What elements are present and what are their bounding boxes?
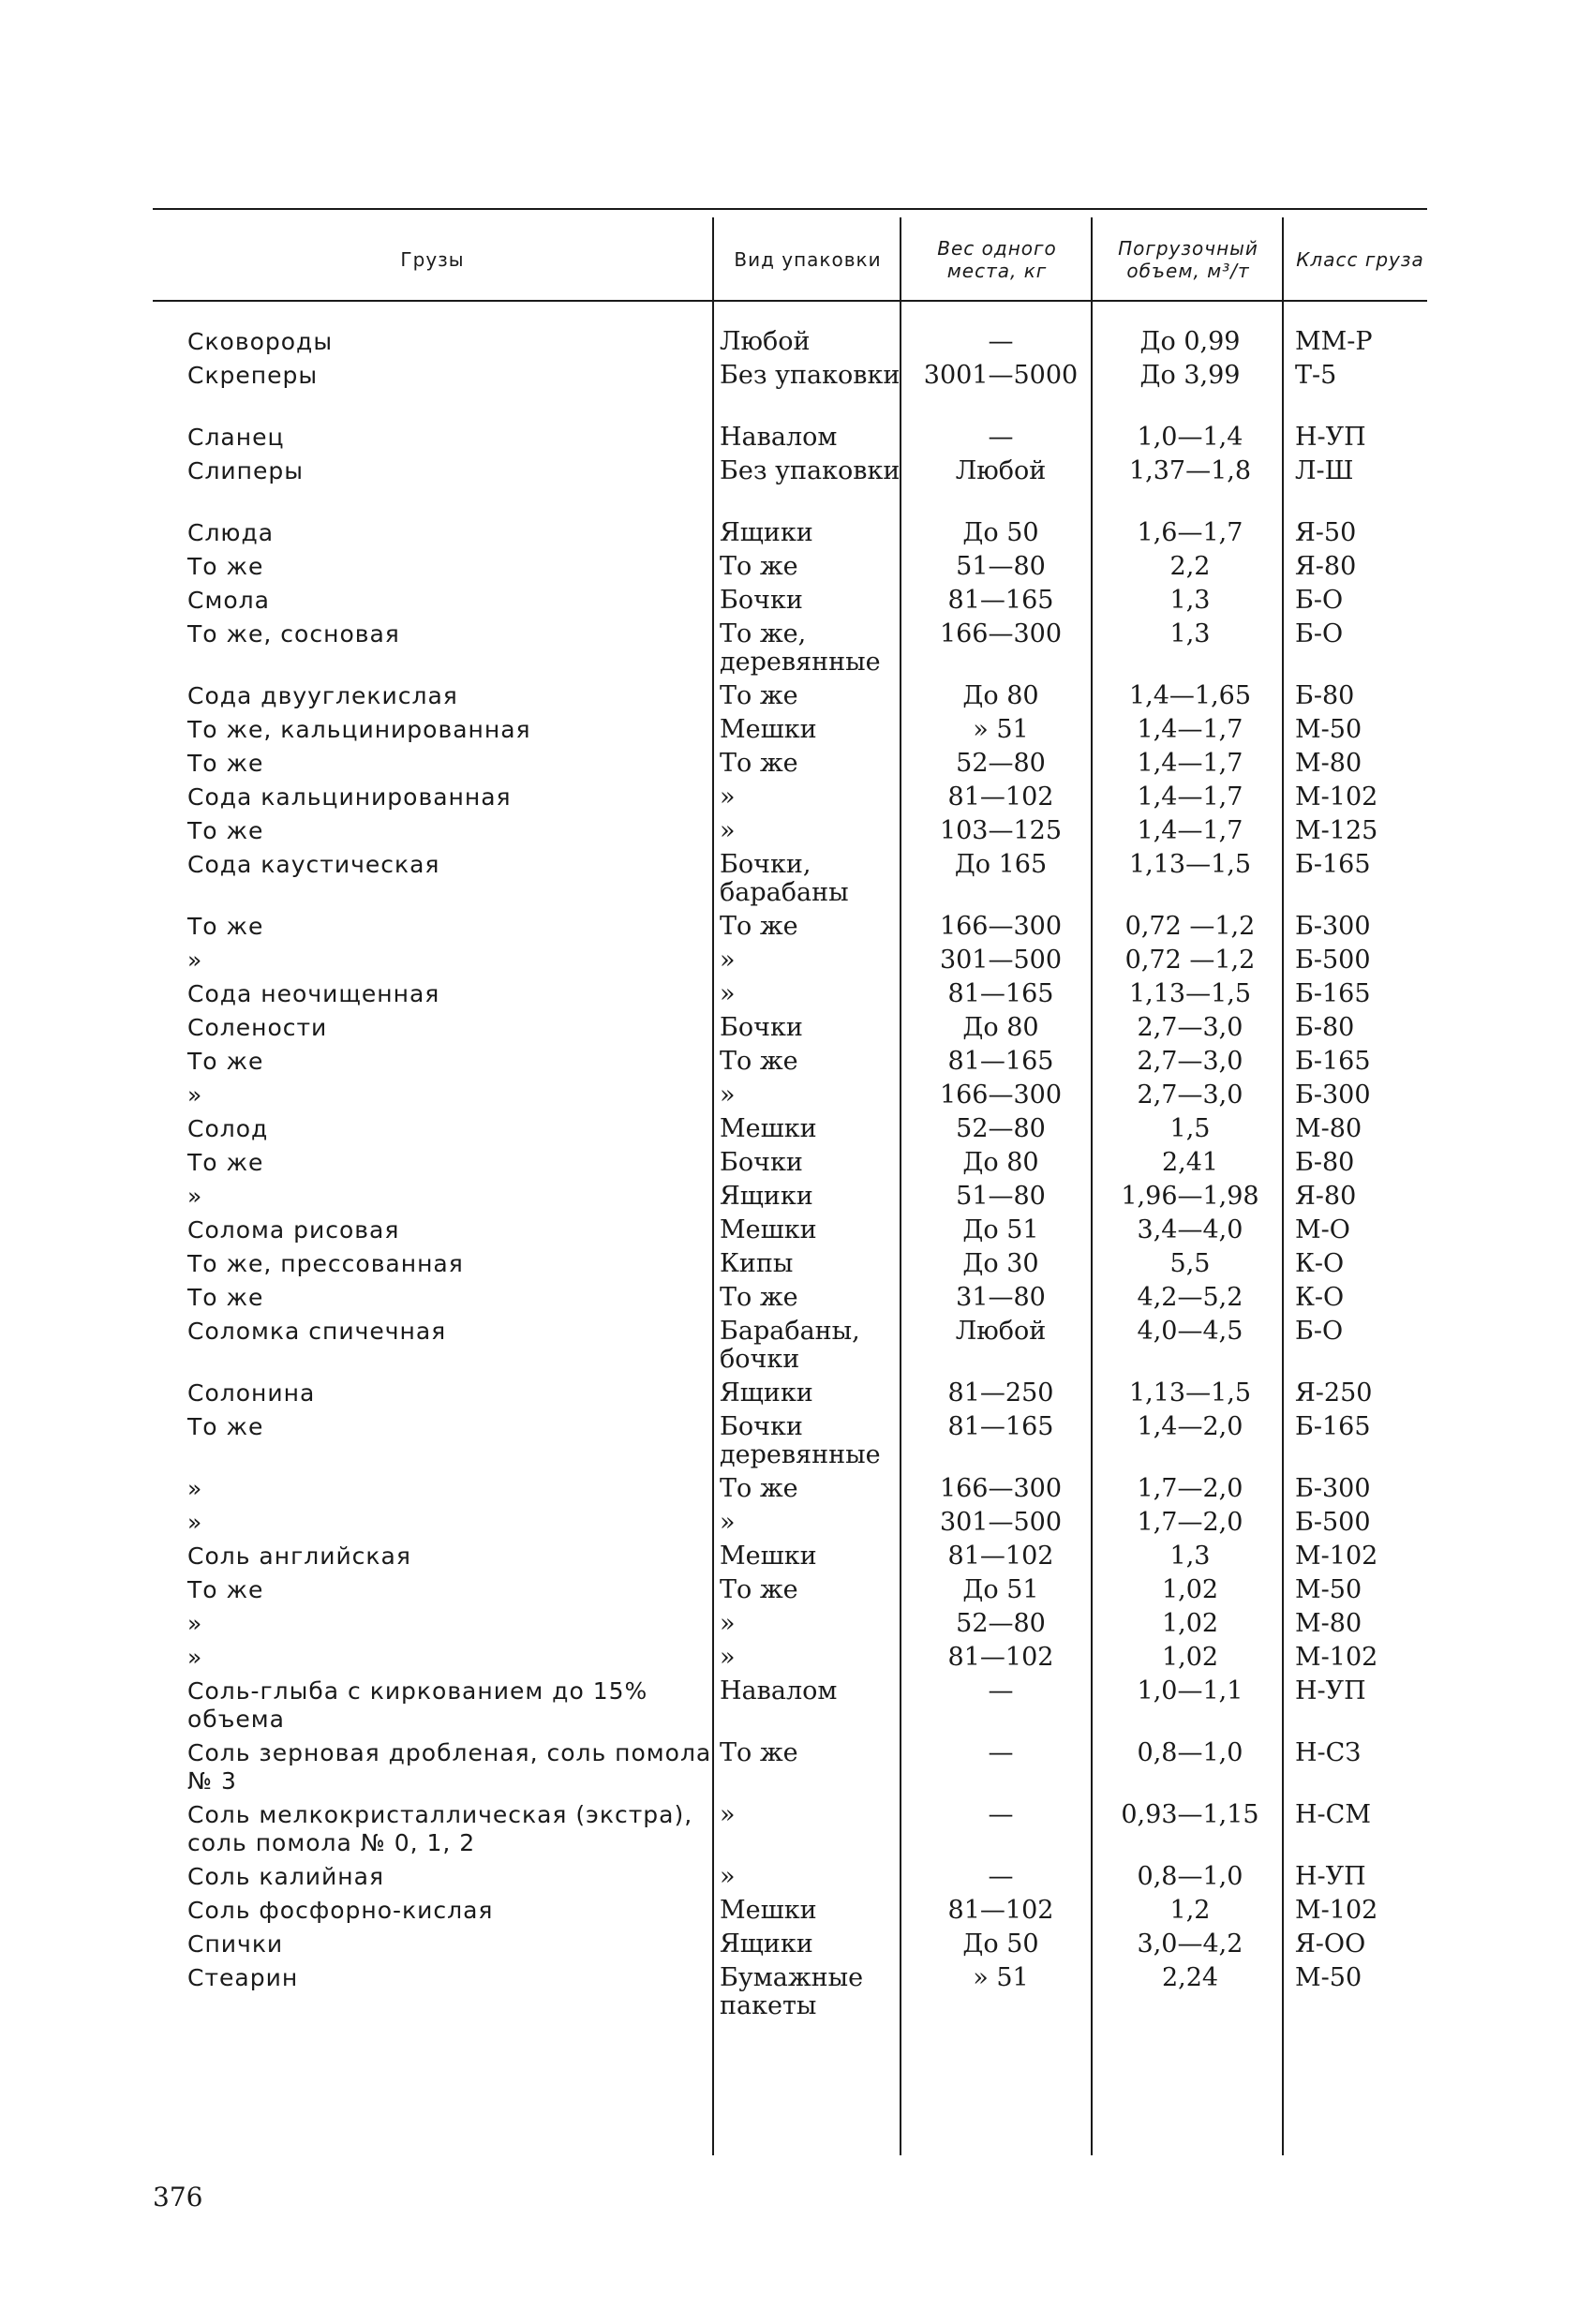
cargo-name: Соль-глыба с киркованием до 15% объема bbox=[187, 1677, 648, 1733]
packaging: Ящики bbox=[720, 1182, 813, 1211]
packaging: Навалом bbox=[720, 423, 838, 452]
volume: 1,5 bbox=[1169, 1114, 1211, 1143]
packaging: » bbox=[720, 1862, 736, 1891]
packaging: То же bbox=[720, 1283, 798, 1312]
packaging: Без упаковки bbox=[720, 361, 901, 390]
packaging: » bbox=[720, 1609, 736, 1638]
volume: 4,0—4,5 bbox=[1137, 1317, 1243, 1346]
cargo-name: Сковороды bbox=[187, 328, 334, 355]
packaging: Ящики bbox=[720, 1378, 813, 1408]
cargo-name: То же bbox=[187, 553, 264, 580]
weight: — bbox=[988, 423, 1014, 452]
cargo-name: » bbox=[187, 1509, 203, 1536]
packaging: Мешки bbox=[720, 1542, 817, 1571]
cargo-name: Сода каустическая bbox=[187, 851, 440, 878]
packaging: » bbox=[720, 816, 736, 845]
cargo-class: Б-500 bbox=[1295, 946, 1371, 975]
cargo-name: То же bbox=[187, 1413, 264, 1440]
cargo-name: » bbox=[187, 1081, 203, 1109]
volume: 1,13—1,5 bbox=[1128, 850, 1252, 879]
cargo-name: То же, сосновая bbox=[187, 620, 400, 648]
cargo-name: То же, кальцинированная bbox=[187, 716, 531, 743]
packaging: » bbox=[720, 1643, 736, 1672]
weight: 166—300 bbox=[939, 619, 1063, 648]
cargo-class: М-80 bbox=[1295, 749, 1362, 778]
cargo-name: То же bbox=[187, 913, 264, 940]
cargo-class: Б-О bbox=[1295, 586, 1344, 615]
volume: 1,4—1,7 bbox=[1137, 816, 1243, 845]
volume: 1,4—1,65 bbox=[1128, 681, 1252, 710]
cargo-class: ММ-Р bbox=[1295, 327, 1373, 356]
cargo-name: То же, прессованная bbox=[187, 1250, 464, 1277]
weight: 52—80 bbox=[956, 1609, 1046, 1638]
cargo-class: Я-50 bbox=[1295, 518, 1357, 547]
volume: 1,4—1,7 bbox=[1137, 749, 1243, 778]
weight: До 50 bbox=[962, 1929, 1039, 1959]
volume: 1,02 bbox=[1161, 1643, 1219, 1672]
cargo-name: Сланец bbox=[187, 424, 285, 451]
packaging: То же bbox=[720, 681, 798, 710]
cargo-class: М-102 bbox=[1295, 782, 1378, 812]
volume: 3,4—4,0 bbox=[1137, 1215, 1243, 1244]
weight: 81—102 bbox=[947, 1643, 1054, 1672]
weight: До 51 bbox=[962, 1215, 1039, 1244]
packaging: Бочки bbox=[720, 1013, 803, 1042]
weight: 51—80 bbox=[956, 1182, 1046, 1211]
volume: 1,3 bbox=[1169, 1542, 1211, 1571]
volume: 1,3 bbox=[1169, 586, 1211, 615]
volume: 1,7—2,0 bbox=[1137, 1474, 1243, 1503]
volume: 3,0—4,2 bbox=[1137, 1929, 1243, 1959]
volume: 2,7—3,0 bbox=[1137, 1080, 1243, 1110]
cargo-name: » bbox=[187, 1644, 203, 1671]
cargo-name: Соль мелкокристаллическая (экстра), соль помола № 0, 1, 2 bbox=[187, 1801, 693, 1856]
volume: 1,4—1,7 bbox=[1137, 782, 1243, 812]
packaging: То же, деревянные bbox=[720, 619, 881, 677]
cargo-class: К-О bbox=[1295, 1249, 1345, 1278]
cargo-name: Скреперы bbox=[187, 362, 319, 389]
cargo-name: » bbox=[187, 946, 203, 974]
cargo-name: Солонина bbox=[187, 1379, 316, 1407]
weight: » 51 bbox=[973, 715, 1029, 744]
cargo-class: Н-УП bbox=[1295, 1862, 1366, 1891]
volume: 5,5 bbox=[1169, 1249, 1211, 1278]
weight: — bbox=[988, 1862, 1014, 1891]
cargo-class: Н-УП bbox=[1295, 423, 1366, 452]
volume: 2,2 bbox=[1169, 552, 1211, 581]
cargo-name: То же bbox=[187, 1576, 264, 1603]
weight: — bbox=[988, 1800, 1014, 1829]
volume: До 3,99 bbox=[1139, 361, 1241, 390]
cargo-class: М-125 bbox=[1295, 816, 1378, 845]
packaging: » bbox=[720, 1080, 736, 1110]
volume: 2,24 bbox=[1161, 1963, 1219, 1992]
cargo-name: Слюда bbox=[187, 519, 275, 546]
volume: 1,02 bbox=[1161, 1575, 1219, 1604]
volume: 1,3 bbox=[1169, 619, 1211, 648]
weight: 52—80 bbox=[956, 1114, 1046, 1143]
packaging: То же bbox=[720, 912, 798, 941]
packaging: » bbox=[720, 1800, 736, 1829]
volume: 0,8—1,0 bbox=[1137, 1738, 1243, 1767]
weight: — bbox=[988, 1676, 1014, 1706]
weight: До 30 bbox=[962, 1249, 1039, 1278]
cargo-name: Слиперы bbox=[187, 457, 305, 484]
cargo-name: То же bbox=[187, 1284, 264, 1311]
header-volume: Погрузочный объем, м³/т bbox=[1118, 237, 1258, 282]
weight: » 51 bbox=[973, 1963, 1029, 1992]
weight: — bbox=[988, 1738, 1014, 1767]
cargo-class: Б-80 bbox=[1295, 681, 1355, 710]
volume: 0,8—1,0 bbox=[1137, 1862, 1243, 1891]
cargo-name: » bbox=[187, 1475, 203, 1502]
cargo-class: Б-300 bbox=[1295, 1474, 1371, 1503]
weight: До 50 bbox=[962, 518, 1039, 547]
page-number: 376 bbox=[153, 2182, 203, 2212]
cargo-name: Соль зерновая дробленая, соль помола № 3 bbox=[187, 1739, 712, 1795]
cargo-name: То же bbox=[187, 1048, 264, 1075]
weight: До 51 bbox=[962, 1575, 1039, 1604]
weight: 81—250 bbox=[947, 1378, 1054, 1408]
cargo-name: То же bbox=[187, 750, 264, 777]
weight: 166—300 bbox=[939, 1474, 1063, 1503]
weight: 52—80 bbox=[956, 749, 1046, 778]
volume: 1,0—1,1 bbox=[1137, 1676, 1243, 1706]
weight: 103—125 bbox=[939, 816, 1063, 845]
cargo-class: Б-О bbox=[1295, 1317, 1344, 1346]
packaging: » bbox=[720, 1508, 736, 1537]
header-class: Класс груза bbox=[1296, 248, 1424, 271]
weight: До 165 bbox=[954, 850, 1048, 879]
volume: До 0,99 bbox=[1139, 327, 1241, 356]
packaging: Мешки bbox=[720, 1896, 817, 1925]
header-weight: Вес одного места, кг bbox=[937, 237, 1057, 282]
cargo-name: Сода кальцинированная bbox=[187, 783, 512, 811]
weight: 301—500 bbox=[939, 946, 1063, 975]
volume: 1,37—1,8 bbox=[1128, 456, 1252, 485]
cargo-class: М-50 bbox=[1295, 1575, 1362, 1604]
weight: 166—300 bbox=[939, 1080, 1063, 1110]
cargo-class: Б-165 bbox=[1295, 1412, 1371, 1441]
cargo-class: Н-УП bbox=[1295, 1676, 1366, 1706]
cargo-name: Сода двууглекислая bbox=[187, 682, 458, 709]
packaging: То же bbox=[720, 1474, 798, 1503]
cargo-class: М-102 bbox=[1295, 1643, 1378, 1672]
packaging: Мешки bbox=[720, 1215, 817, 1244]
weight: 81—102 bbox=[947, 1542, 1054, 1571]
cargo-class: М-102 bbox=[1295, 1542, 1378, 1571]
weight: 81—165 bbox=[947, 586, 1054, 615]
volume: 1,96—1,98 bbox=[1121, 1182, 1259, 1211]
cargo-class: Н-СМ bbox=[1295, 1800, 1371, 1829]
volume: 1,13—1,5 bbox=[1128, 979, 1252, 1008]
packaging: Бочки bbox=[720, 586, 803, 615]
cargo-name: Солености bbox=[187, 1014, 328, 1041]
volume: 1,13—1,5 bbox=[1128, 1378, 1252, 1408]
volume: 2,7—3,0 bbox=[1137, 1047, 1243, 1076]
cargo-class: Н-СЗ bbox=[1295, 1738, 1362, 1767]
weight: 81—165 bbox=[947, 979, 1054, 1008]
cargo-name: Соль калийная bbox=[187, 1863, 385, 1890]
packaging: Бочки bbox=[720, 1148, 803, 1177]
cargo-class: Я-250 bbox=[1295, 1378, 1373, 1408]
cargo-name: Солод bbox=[187, 1115, 269, 1142]
header-packaging: Вид упаковки bbox=[734, 248, 882, 271]
weight: 81—102 bbox=[947, 1896, 1054, 1925]
cargo-class: М-102 bbox=[1295, 1896, 1378, 1925]
weight: 31—80 bbox=[956, 1283, 1046, 1312]
packaging: Бочки деревянные bbox=[720, 1412, 881, 1469]
packaging: » bbox=[720, 946, 736, 975]
packaging: Ящики bbox=[720, 518, 813, 547]
volume: 0,93—1,15 bbox=[1121, 1800, 1259, 1829]
cargo-name: Смола bbox=[187, 587, 270, 614]
cargo-class: Б-О bbox=[1295, 619, 1344, 648]
packaging: Бочки, барабаны bbox=[720, 850, 849, 907]
packaging: Мешки bbox=[720, 1114, 817, 1143]
cargo-class: Я-80 bbox=[1295, 1182, 1357, 1211]
cargo-name: Соль английская bbox=[187, 1542, 411, 1570]
volume: 1,7—2,0 bbox=[1137, 1508, 1243, 1537]
cargo-name: Спички bbox=[187, 1930, 284, 1958]
packaging: То же bbox=[720, 1575, 798, 1604]
cargo-name: » bbox=[187, 1183, 203, 1210]
packaging: Мешки bbox=[720, 715, 817, 744]
weight: 3001—5000 bbox=[923, 361, 1079, 390]
weight: 166—300 bbox=[939, 912, 1063, 941]
volume: 1,4—2,0 bbox=[1137, 1412, 1243, 1441]
weight: 81—165 bbox=[947, 1412, 1054, 1441]
cargo-name: Соломка спичечная bbox=[187, 1318, 447, 1345]
cargo-class: М-50 bbox=[1295, 715, 1362, 744]
weight: Любой bbox=[955, 456, 1047, 485]
packaging: Барабаны, бочки bbox=[720, 1317, 860, 1374]
packaging: Бумажные пакеты bbox=[720, 1963, 864, 2020]
weight: 81—102 bbox=[947, 782, 1054, 812]
cargo-class: Б-300 bbox=[1295, 912, 1371, 941]
cargo-class: Б-80 bbox=[1295, 1013, 1355, 1042]
cargo-class: М-80 bbox=[1295, 1114, 1362, 1143]
weight: 81—165 bbox=[947, 1047, 1054, 1076]
header-cargo: Грузы bbox=[400, 248, 465, 271]
volume: 1,0—1,4 bbox=[1137, 423, 1243, 452]
weight: 301—500 bbox=[939, 1508, 1063, 1537]
cargo-name: Стеарин bbox=[187, 1964, 299, 1991]
weight: 51—80 bbox=[956, 552, 1046, 581]
volume: 4,2—5,2 bbox=[1137, 1283, 1243, 1312]
volume: 2,41 bbox=[1161, 1148, 1219, 1177]
cargo-class: Б-165 bbox=[1295, 1047, 1371, 1076]
volume: 1,02 bbox=[1161, 1609, 1219, 1638]
weight: До 80 bbox=[962, 1148, 1039, 1177]
cargo-class: Б-500 bbox=[1295, 1508, 1371, 1537]
volume: 0,72 —1,2 bbox=[1124, 912, 1256, 941]
packaging: Без упаковки bbox=[720, 456, 901, 485]
cargo-name: Солома рисовая bbox=[187, 1216, 400, 1244]
packaging: То же bbox=[720, 1047, 798, 1076]
cargo-class: Я-ОО bbox=[1295, 1929, 1366, 1959]
packaging: » bbox=[720, 979, 736, 1008]
cargo-class: Л-Ш bbox=[1295, 456, 1354, 485]
cargo-class: Б-165 bbox=[1295, 979, 1371, 1008]
cargo-class: К-О bbox=[1295, 1283, 1345, 1312]
cargo-class: Я-80 bbox=[1295, 552, 1357, 581]
cargo-class: Т-5 bbox=[1295, 361, 1337, 390]
packaging: Навалом bbox=[720, 1676, 838, 1706]
weight: Любой bbox=[955, 1317, 1047, 1346]
packaging: » bbox=[720, 782, 736, 812]
weight: — bbox=[988, 327, 1014, 356]
packaging: Ящики bbox=[720, 1929, 813, 1959]
cargo-name: » bbox=[187, 1610, 203, 1637]
cargo-name: Соль фосфорно-кислая bbox=[187, 1897, 494, 1924]
cargo-class: Б-300 bbox=[1295, 1080, 1371, 1110]
cargo-class: М-О bbox=[1295, 1215, 1350, 1244]
cargo-class: Б-165 bbox=[1295, 850, 1371, 879]
volume: 1,6—1,7 bbox=[1137, 518, 1243, 547]
weight: До 80 bbox=[962, 681, 1039, 710]
cargo-name: То же bbox=[187, 817, 264, 844]
volume: 2,7—3,0 bbox=[1137, 1013, 1243, 1042]
cargo-name: То же bbox=[187, 1149, 264, 1176]
volume: 1,4—1,7 bbox=[1137, 715, 1243, 744]
packaging: То же bbox=[720, 1738, 798, 1767]
weight: До 80 bbox=[962, 1013, 1039, 1042]
cargo-class: М-50 bbox=[1295, 1963, 1362, 1992]
cargo-name: Сода неочищенная bbox=[187, 980, 440, 1007]
volume: 0,72 —1,2 bbox=[1124, 946, 1256, 975]
packaging: Любой bbox=[720, 327, 811, 356]
cargo-class: М-80 bbox=[1295, 1609, 1362, 1638]
packaging: То же bbox=[720, 749, 798, 778]
volume: 1,2 bbox=[1169, 1896, 1211, 1925]
cargo-class: Б-80 bbox=[1295, 1148, 1355, 1177]
packaging: То же bbox=[720, 552, 798, 581]
packaging: Кипы bbox=[720, 1249, 794, 1278]
